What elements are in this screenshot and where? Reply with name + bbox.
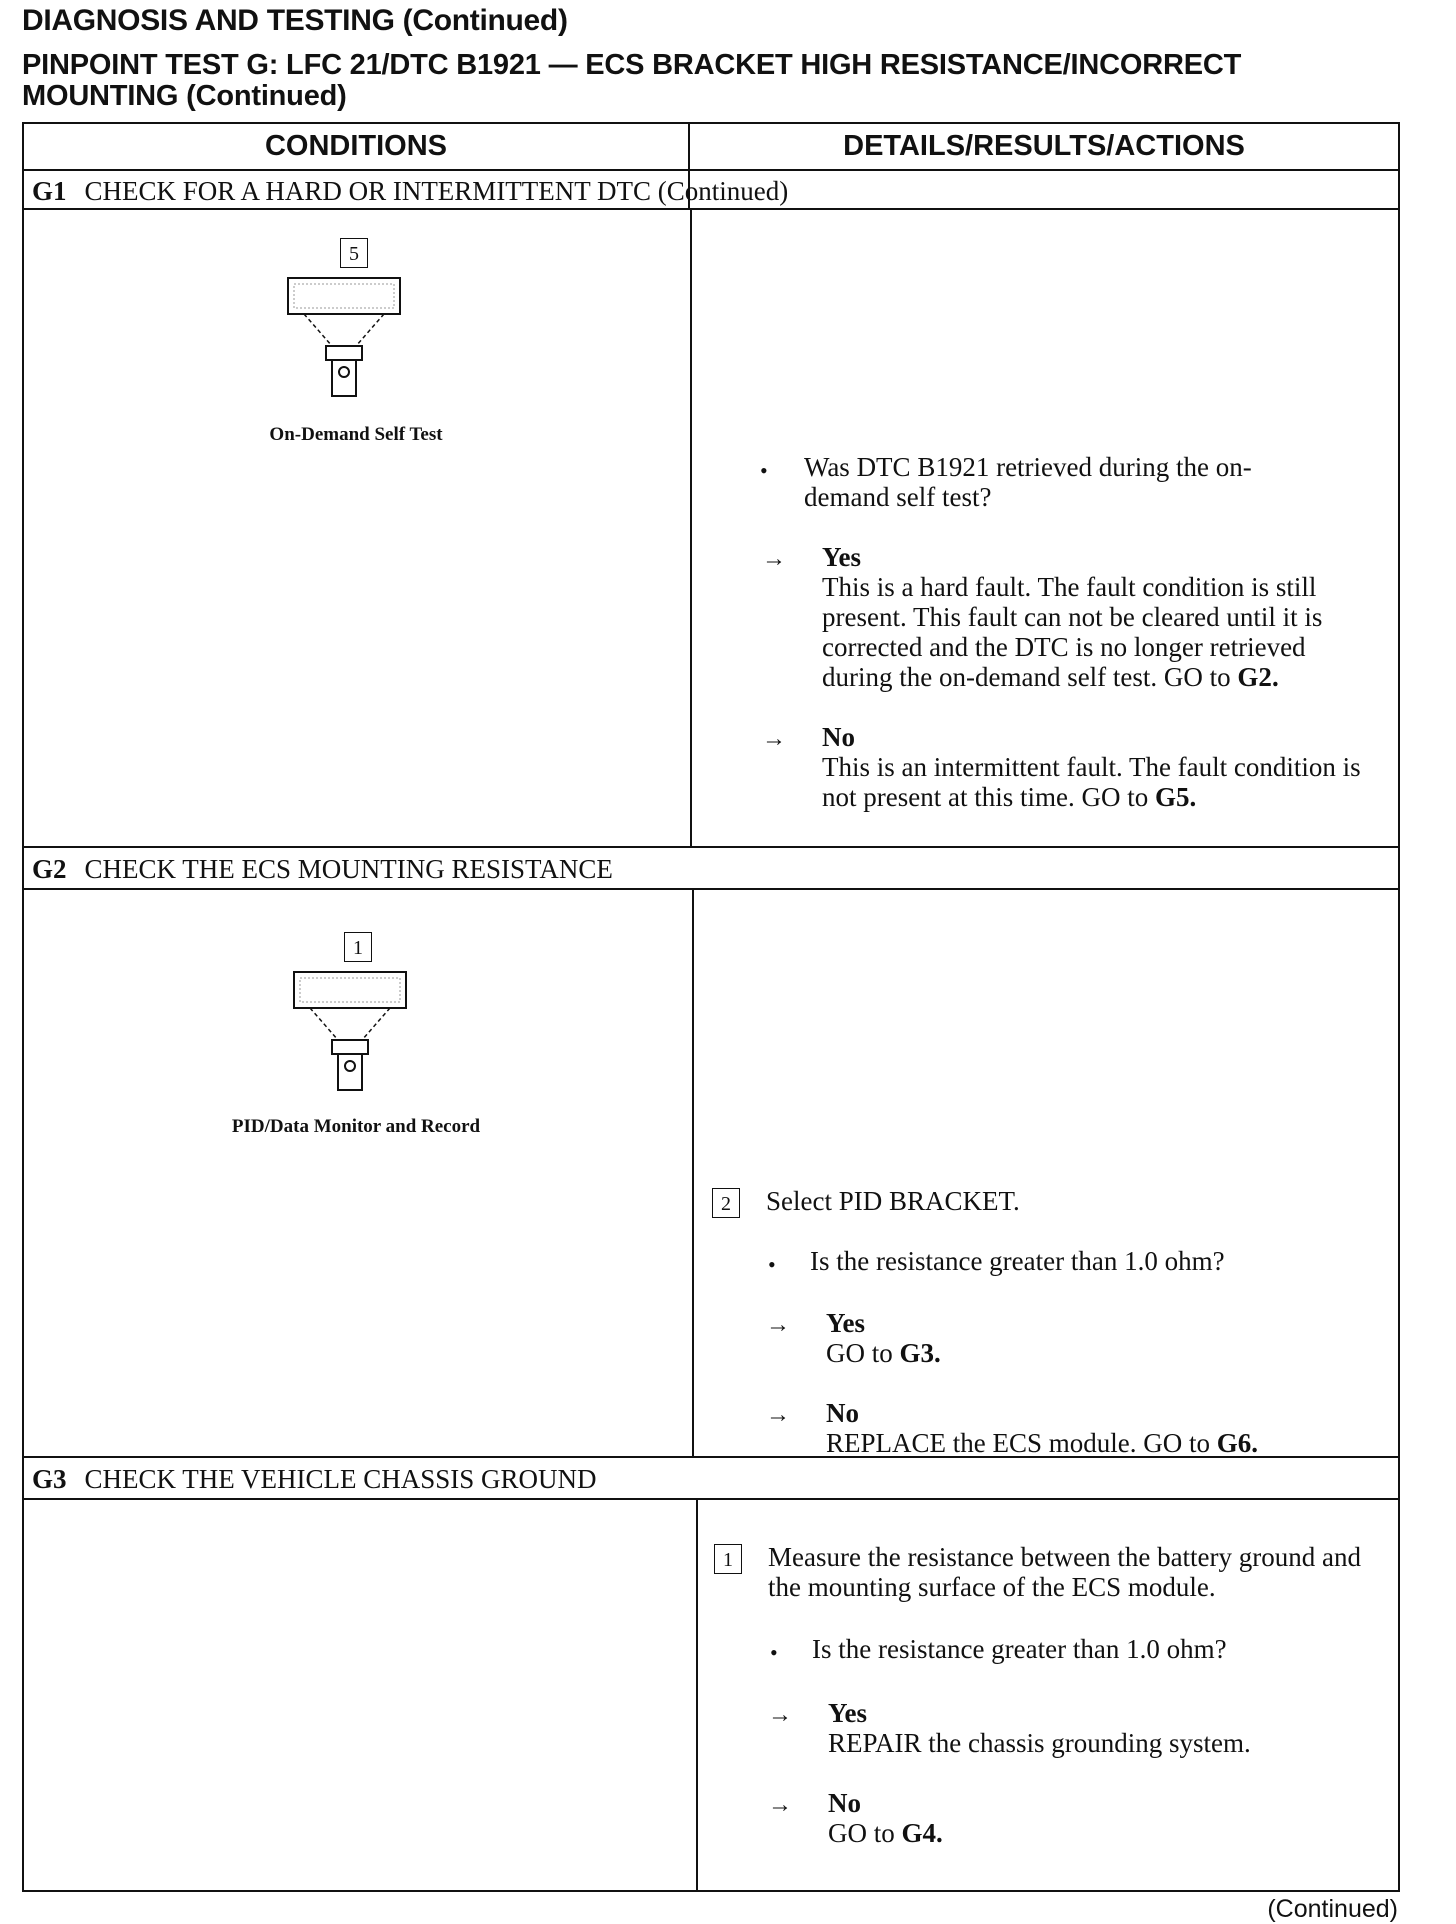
- column-divider: [692, 888, 694, 1456]
- divider: [24, 846, 1398, 848]
- goto-link: G6: [1216, 1428, 1252, 1458]
- yes-text: GO to: [826, 1338, 893, 1368]
- page-title: DIAGNOSIS AND TESTING (Continued): [22, 4, 568, 37]
- goto-link: G2: [1237, 662, 1272, 692]
- step-number-box: 2: [712, 1188, 740, 1218]
- step-id: G2: [32, 854, 67, 884]
- step-g3-title: [32, 1464, 597, 1495]
- step-number-box: 5: [340, 238, 368, 268]
- no-response: No This is an intermittent fault. The fault condition is not present at this time. GO to G5.: [822, 722, 1361, 812]
- arrow-right-icon: →: [762, 546, 786, 572]
- column-header-conditions: CONDITIONS: [264, 130, 448, 162]
- step-instruction: Select PID BRACKET.: [766, 1186, 1020, 1216]
- step-title-text: CHECK THE ECS MOUNTING RESISTANCE: [84, 854, 613, 884]
- scan-tool-icon: [284, 274, 404, 404]
- divider: [24, 888, 1398, 890]
- divider: [24, 1498, 1398, 1500]
- yes-response: [828, 1698, 1388, 1758]
- step-title-text: CHECK FOR A HARD OR INTERMITTENT DTC (Continued): [84, 176, 789, 206]
- yes-text: REPAIR the chassis grounding system.: [828, 1728, 1251, 1758]
- bullet-icon: •: [770, 1640, 778, 1665]
- question-text: Is the resistance greater than 1.0 ohm?: [810, 1246, 1225, 1276]
- yes-text: This is a hard fault. The fault condition is still present. This fault can not be cleared until it is corrected and the DTC is no longer retrieved during the on-demand self test. GO to: [822, 572, 1323, 692]
- continued-note: (Continued): [1267, 1895, 1398, 1923]
- goto-link: G3: [899, 1338, 935, 1368]
- no-text: REPLACE the ECS module. GO to: [826, 1428, 1210, 1458]
- question-text: Was DTC B1921 retrieved during the on-demand self test?: [804, 452, 1252, 512]
- yes-response: Yes This is a hard fault. The fault condition is still present. This fault can not be cleared until it is corrected and the DTC is no longer retrieved during the on-demand self test. GO to G2.: [822, 542, 1382, 692]
- step-g1-title: [32, 176, 788, 207]
- pinpoint-table: [22, 122, 1400, 1892]
- arrow-right-icon: →: [766, 1312, 790, 1338]
- yes-label: Yes: [826, 1308, 865, 1338]
- yes-response: Yes GO to G3.: [826, 1308, 1366, 1368]
- arrow-right-icon: →: [762, 726, 786, 752]
- column-divider: [696, 1498, 698, 1890]
- step-id: G1: [32, 176, 67, 206]
- no-response: No REPLACE the ECS module. GO to G6.: [826, 1398, 1386, 1458]
- step-number-box: 1: [344, 932, 372, 962]
- step-g2-title: [32, 854, 613, 885]
- step-instruction: Measure the resistance between the battery ground and the mounting surface of the ECS module.: [768, 1542, 1362, 1602]
- caption-pid-data-monitor: PID/Data Monitor and Record: [231, 1116, 481, 1137]
- arrow-right-icon: →: [768, 1792, 792, 1818]
- no-label: No: [828, 1788, 861, 1818]
- divider: [24, 169, 1398, 171]
- step-id: G3: [32, 1464, 67, 1494]
- no-text: GO to: [828, 1818, 895, 1848]
- goto-link: G5: [1154, 782, 1190, 812]
- bullet-icon: •: [768, 1252, 776, 1277]
- step-title-text: CHECK THE VEHICLE CHASSIS GROUND: [84, 1464, 597, 1494]
- yes-label: Yes: [822, 542, 861, 572]
- arrow-right-icon: →: [768, 1702, 792, 1728]
- no-text: This is an intermittent fault. The fault condition is not present at this time. GO to: [822, 752, 1361, 812]
- no-label: No: [826, 1398, 859, 1428]
- yes-label: Yes: [828, 1698, 867, 1728]
- step-number-box: 1: [714, 1544, 742, 1574]
- column-header-details: DETAILS/RESULTS/ACTIONS: [843, 130, 1245, 162]
- no-label: No: [822, 722, 855, 752]
- column-divider: [690, 208, 692, 846]
- goto-link: G4: [901, 1818, 937, 1848]
- no-response: No GO to G4.: [828, 1788, 1368, 1848]
- question-text: Is the resistance greater than 1.0 ohm?: [812, 1634, 1227, 1664]
- pinpoint-test-title: PINPOINT TEST G: LFC 21/DTC B1921 — ECS BRACKET HIGH RESISTANCE/INCORRECT MOUNTING (Continued): [22, 49, 1242, 112]
- divider: [24, 208, 1398, 210]
- caption-on-demand-self-test: On-Demand Self Test: [269, 424, 443, 445]
- scan-tool-icon: [290, 968, 410, 1098]
- arrow-right-icon: →: [766, 1402, 790, 1428]
- bullet-icon: •: [760, 458, 768, 483]
